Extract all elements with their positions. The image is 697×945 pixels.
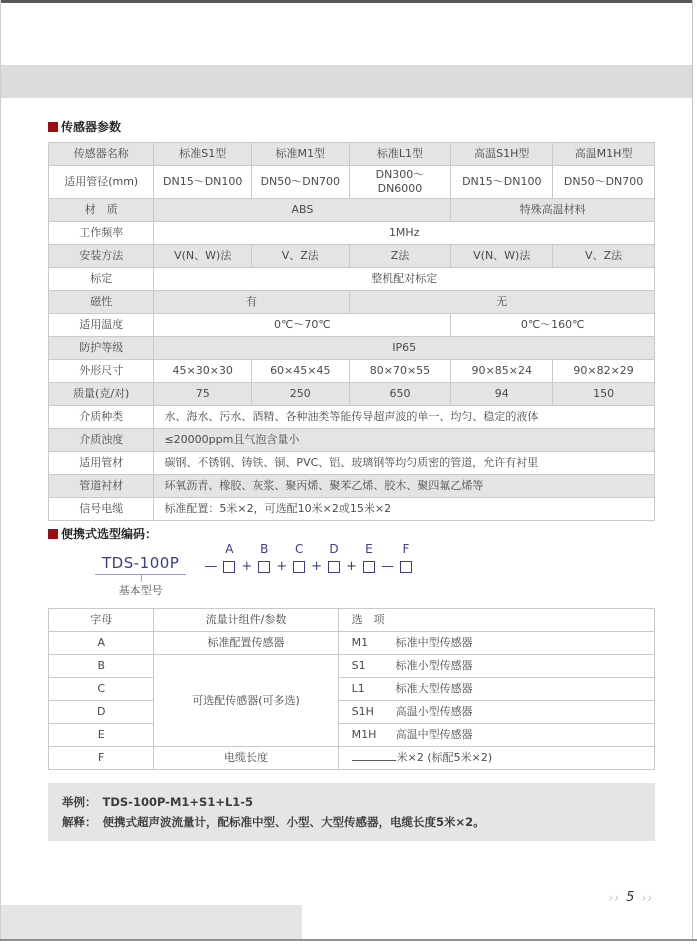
formula-box — [328, 561, 340, 573]
option-code: S1H — [351, 705, 374, 719]
code-table-body — [49, 609, 655, 770]
cell-value: 60×45×45 — [252, 359, 350, 382]
cell-value: 碳钢、不锈钢、铸铁、铜、PVC、铝、玻璃钢等均匀质密的管道，允许有衬里 — [154, 451, 655, 474]
row-label: 外形尺寸 — [49, 359, 154, 382]
pager-chevrons-left: ›› — [608, 890, 621, 905]
formula-separator: — — [380, 559, 394, 574]
column-header: 高温M1H型 — [553, 143, 655, 166]
table-row — [49, 336, 655, 359]
page-right-edge — [692, 0, 693, 940]
cell-value: DN50～DN700 — [553, 166, 655, 199]
formula-box — [363, 561, 375, 573]
explanation-line — [62, 812, 645, 832]
option-code: S1 — [351, 659, 366, 673]
cell-value: V(N、W)法 — [451, 244, 553, 267]
table-row — [49, 244, 655, 267]
blank-underline — [352, 751, 396, 761]
page-left-edge — [0, 0, 1, 940]
row-label: 安装方法 — [49, 244, 154, 267]
option-cell — [338, 701, 654, 724]
row-label: 管道衬材 — [49, 474, 154, 497]
footer-band — [1, 905, 302, 939]
formula-letter: B — [260, 542, 269, 556]
cell-value: DN50～DN700 — [252, 166, 350, 199]
letter-cell: D — [49, 701, 154, 724]
cell-value: DN300～DN6000 — [349, 166, 451, 199]
cell-value: 75 — [154, 382, 252, 405]
base-model-wrap — [95, 553, 186, 597]
sensor-parameters-table — [48, 142, 655, 521]
page-number-indicator — [609, 890, 654, 905]
column-header: 标准S1型 — [154, 143, 252, 166]
red-square-bullet-icon — [48, 529, 58, 539]
table-row — [49, 198, 655, 221]
row-label: 防护等级 — [49, 336, 154, 359]
formula-letter: E — [365, 542, 373, 556]
section-title-text: 传感器参数 — [61, 120, 122, 134]
table-row — [49, 655, 655, 678]
option-cell — [338, 678, 654, 701]
formula-box-group — [223, 543, 235, 575]
option-cell — [338, 632, 654, 655]
example-line — [62, 792, 645, 812]
cell-value: V、Z法 — [252, 244, 350, 267]
option-description: 标准大型传感器 — [395, 682, 473, 696]
formula-letter: D — [329, 542, 339, 556]
formula-letter: F — [402, 542, 410, 556]
table-row — [49, 474, 655, 497]
selection-code-table — [48, 608, 655, 770]
option-code: M1H — [351, 728, 377, 742]
column-header: 标准M1型 — [252, 143, 350, 166]
cell-value: 环氧沥青、橡胶、灰浆、聚丙烯、聚苯乙烯、胶木、聚四氟乙烯等 — [154, 474, 655, 497]
formula-box — [223, 561, 235, 573]
formula-separator: + — [311, 559, 323, 574]
cell-value: 250 — [252, 382, 350, 405]
row-label: 磁性 — [49, 290, 154, 313]
header-band — [1, 65, 692, 98]
cell-value: V(N、W)法 — [154, 244, 252, 267]
column-header-label: 传感器名称 — [49, 143, 154, 166]
option-description: 高温小型传感器 — [395, 705, 473, 719]
table-row — [49, 428, 655, 451]
table-row — [49, 313, 655, 336]
formula-separator: + — [241, 559, 253, 574]
formula-box — [400, 561, 412, 573]
option-cell — [338, 747, 654, 770]
formula-box-group — [400, 543, 412, 575]
row-label: 介质种类 — [49, 405, 154, 428]
table-row — [49, 451, 655, 474]
cell-value: IP65 — [154, 336, 655, 359]
letter-cell: C — [49, 678, 154, 701]
base-model-code: TDS-100P — [95, 556, 186, 575]
column-header: 流量计组件/参数 — [154, 609, 338, 632]
cell-value: 水、海水、污水、酒精、各种油类等能传导超声波的单一、均匀、稳定的液体 — [154, 405, 655, 428]
table-row — [49, 221, 655, 244]
cell-value: 0℃～70℃ — [154, 313, 451, 336]
section-title-text: 便携式选型编码： — [61, 527, 158, 541]
example-box — [48, 783, 655, 841]
row-label: 信号电缆 — [49, 497, 154, 520]
cell-value: ABS — [154, 198, 451, 221]
page-number: 5 — [626, 890, 636, 905]
row-label: 适用管径(mm) — [49, 166, 154, 199]
row-label: 质量(克/对) — [49, 382, 154, 405]
formula-box-group — [328, 543, 340, 575]
option-cell — [338, 724, 654, 747]
table-row — [49, 497, 655, 520]
option-description: 标准中型传感器 — [395, 636, 473, 650]
table-row — [49, 724, 655, 747]
page-top-edge — [0, 0, 693, 3]
component-cell: 可选配传感器(可多选) — [154, 655, 338, 747]
cell-value: V、Z法 — [553, 244, 655, 267]
example-value: TDS-100P-M1+S1+L1-5 — [102, 795, 254, 809]
table-row — [49, 290, 655, 313]
formula-letter: A — [225, 542, 234, 556]
component-cell: 电缆长度 — [154, 747, 338, 770]
cell-value: DN15～DN100 — [154, 166, 252, 199]
cell-value: DN15～DN100 — [451, 166, 553, 199]
cell-value: 45×30×30 — [154, 359, 252, 382]
cell-value: 标准配置：5米×2，可选配10米×2或15米×2 — [154, 497, 655, 520]
option-description: 米×2 (标配5米×2) — [396, 751, 493, 765]
section-title-selection-code — [48, 528, 157, 540]
table-row — [49, 747, 655, 770]
cell-value: 650 — [349, 382, 451, 405]
formula-separator: — — [204, 559, 218, 574]
cell-value: 有 — [154, 290, 349, 313]
pager-chevrons-right: ›› — [641, 890, 653, 905]
formula-items — [198, 543, 412, 575]
model-code-formula — [95, 542, 412, 597]
explanation-value: 便携式超声波流量计，配标准中型、小型、大型传感器，电缆长度5米×2。 — [102, 815, 485, 829]
example-label: 举例： — [62, 795, 97, 809]
table-row — [49, 678, 655, 701]
base-model-label: 基本型号 — [118, 584, 163, 597]
column-header: 高温S1H型 — [451, 143, 553, 166]
cell-value: 80×70×55 — [349, 359, 451, 382]
cell-value: 整机配对标定 — [154, 267, 655, 290]
row-label: 标定 — [49, 267, 154, 290]
cell-value: 特殊高温材料 — [451, 198, 655, 221]
formula-box-group — [258, 543, 270, 575]
cell-value: 90×82×29 — [553, 359, 655, 382]
table-header-row — [49, 609, 655, 632]
table-row — [49, 701, 655, 724]
cell-value: Z法 — [349, 244, 451, 267]
row-label: 适用温度 — [49, 313, 154, 336]
column-header: 标准L1型 — [349, 143, 451, 166]
sensor-table-body — [49, 143, 655, 521]
cell-value: 0℃～160℃ — [451, 313, 655, 336]
cell-value: ≤20000ppm且气泡含量小 — [154, 428, 655, 451]
table-row — [49, 632, 655, 655]
letter-cell: A — [49, 632, 154, 655]
row-label: 工作频率 — [49, 221, 154, 244]
cell-value: 1MHz — [154, 221, 655, 244]
letter-cell: B — [49, 655, 154, 678]
table-row — [49, 267, 655, 290]
column-header: 选 项 — [338, 609, 654, 632]
option-description: 高温中型传感器 — [395, 728, 473, 742]
table-row — [49, 166, 655, 199]
table-row — [49, 405, 655, 428]
cell-value: 无 — [349, 290, 654, 313]
formula-box-group — [363, 543, 375, 575]
formula-separator: + — [346, 559, 357, 574]
column-header: 字母 — [49, 609, 154, 632]
row-label: 材 质 — [49, 198, 154, 221]
letter-cell: F — [49, 747, 154, 770]
row-label: 介质浊度 — [49, 428, 154, 451]
letter-cell: E — [49, 724, 154, 747]
table-row — [49, 382, 655, 405]
cell-value: 90×85×24 — [451, 359, 553, 382]
option-cell — [338, 655, 654, 678]
explanation-label: 解释： — [62, 815, 97, 829]
page-bottom-edge — [0, 939, 697, 941]
option-code: M1 — [351, 636, 369, 650]
row-label: 适用管材 — [49, 451, 154, 474]
table-row — [49, 359, 655, 382]
option-code: L1 — [351, 682, 365, 696]
option-description: 标准小型传感器 — [395, 659, 473, 673]
formula-box — [258, 561, 270, 573]
connector-tick — [141, 575, 142, 582]
cell-value: 94 — [451, 382, 553, 405]
component-cell: 标准配置传感器 — [154, 632, 338, 655]
formula-letter: C — [294, 542, 304, 556]
formula-box — [293, 561, 305, 573]
red-square-bullet-icon — [48, 122, 58, 132]
table-header-row — [49, 143, 655, 166]
formula-box-group — [293, 543, 305, 575]
cell-value: 150 — [553, 382, 655, 405]
formula-separator: + — [276, 559, 288, 574]
section-title-sensor-params — [48, 121, 121, 133]
